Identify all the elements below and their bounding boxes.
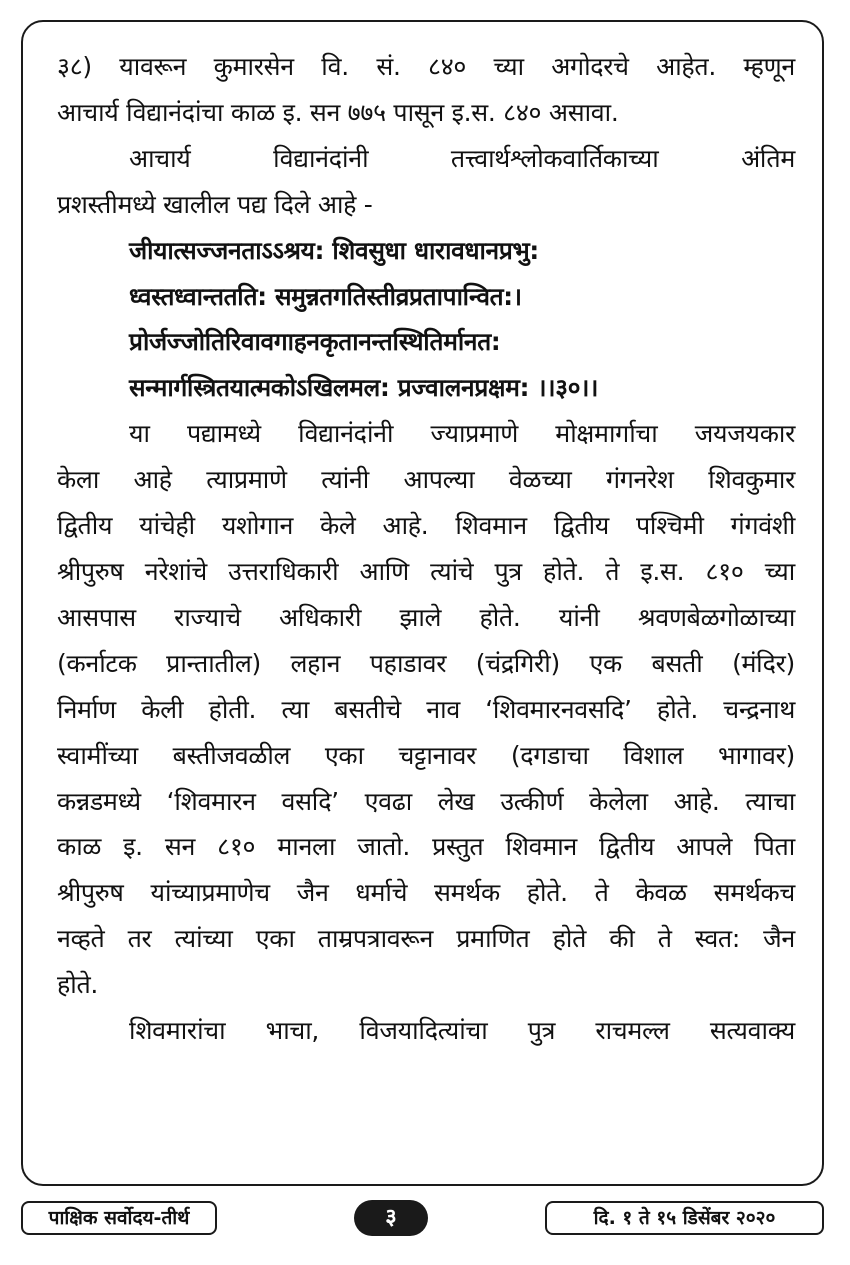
text-line: कन्नडमध्ये ‘शिवमारन वसदि’ एवढा लेख उत्कीर्ण केलेला आहे. त्याचा bbox=[57, 786, 795, 816]
paragraph-4 bbox=[57, 1008, 795, 1054]
text-line: नव्हते तर त्यांच्या एका ताम्रपत्रावरून प्रमाणित होते की ते स्वत: जैन bbox=[57, 924, 795, 954]
text-line: शिवमारांचा भाचा, विजयादित्यांचा पुत्र राचमल्ल सत्यवाक्य bbox=[129, 1016, 795, 1046]
text-line: या पद्यामध्ये विद्यानंदांनी ज्याप्रमाणे मोक्षमार्गाचा जयजयकार bbox=[129, 419, 795, 449]
text-line: द्वितीय यांचेही यशोगान केले आहे. शिवमान द्वितीय पश्चिमी गंगवंशी bbox=[57, 511, 795, 541]
text-line: आचार्य विद्यानंदांनी तत्त्वार्थश्लोकवार्तिकाच्या अंतिम bbox=[129, 143, 795, 173]
issue-date: दि. १ ते १५ डिसेंबर २०२० bbox=[545, 1201, 824, 1235]
verse-line: प्रोर्जज्जोतिरिवावगाहनकृतानन्तस्थितिर्मानत: bbox=[129, 327, 501, 357]
text-line: प्रशस्तीमध्ये खालील पद्य दिले आहे - bbox=[57, 189, 373, 219]
text-line: ३८) यावरून कुमारसेन वि. सं. ८४० च्या अगोदरचे आहेत. म्हणून bbox=[57, 52, 795, 81]
page-footer bbox=[0, 1198, 850, 1238]
text-line: श्रीपुरुष यांच्याप्रमाणेच जैन धर्माचे समर्थक होते. ते केवळ समर्थकच bbox=[57, 878, 795, 908]
paragraph-3 bbox=[57, 411, 795, 1008]
publication-name: पाक्षिक सर्वोदय-तीर्थ bbox=[21, 1201, 217, 1235]
paragraph-2 bbox=[57, 136, 795, 228]
text-line: काळ इ. सन ८१० मानला जातो. प्रस्तुत शिवमान द्वितीय आपले पिता bbox=[57, 832, 795, 862]
text-line: आसपास राज्याचे अधिकारी झाले होते. यांनी श्रवणबेळगोळाच्या bbox=[57, 602, 795, 632]
text-line: आचार्य विद्यानंदांचा काळ इ. सन ७७५ पासून इ.स. ८४० असावा. bbox=[57, 97, 619, 127]
text-line: श्रीपुरुष नरेशांचे उत्तराधिकारी आणि त्यांचे पुत्र होते. ते इ.स. ८१० च्या bbox=[57, 556, 795, 586]
text-line: निर्माण केली होती. त्या बसतीचे नाव ‘शिवमारनवसदि’ होते. चन्द्रनाथ bbox=[57, 694, 795, 724]
page-body bbox=[57, 44, 795, 1054]
page-number: ३ bbox=[354, 1200, 428, 1236]
text-line: स्वामींच्या बस्तीजवळील एका चट्टानावर (दगडाचा विशाल भागावर) bbox=[57, 740, 795, 770]
verse-line: जीयात्सज्जनताऽऽश्रय: शिवसुधा धारावधानप्रभु: bbox=[129, 235, 539, 265]
verse-line: सन्मार्गस्त्रितयात्मकोऽखिलमल: प्रज्वालनप्रक्षम: ।।३०।। bbox=[129, 373, 599, 403]
sanskrit-verse bbox=[57, 228, 795, 412]
paragraph-1 bbox=[57, 44, 795, 136]
text-line: केला आहे त्याप्रमाणे त्यांनी आपल्या वेळच्या गंगनरेश शिवकुमार bbox=[57, 465, 795, 495]
text-line: होते. bbox=[57, 970, 99, 1000]
text-line: (कर्नाटक प्रान्तातील) लहान पहाडावर (चंद्रगिरी) एक बसती (मंदिर) bbox=[57, 648, 795, 678]
verse-line: ध्वस्तध्वान्ततति: समुन्नतगतिस्तीव्रप्रतापान्वित:। bbox=[129, 281, 522, 311]
